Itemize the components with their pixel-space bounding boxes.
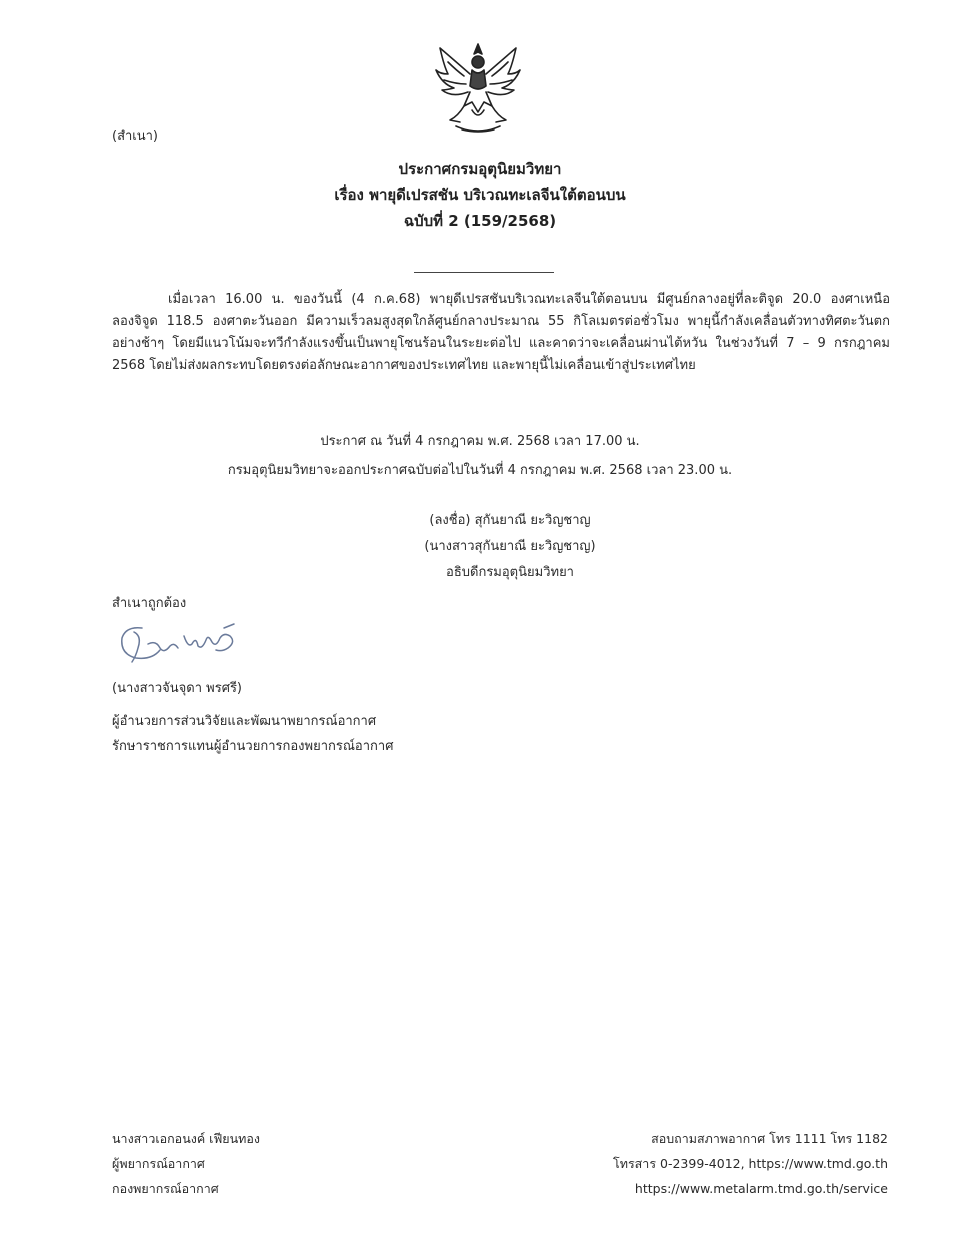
contact-phone: สอบถามสภาพอากาศ โทร 1111 โทร 1182	[651, 1131, 888, 1146]
certifier-block	[112, 676, 393, 759]
announcement-body: เมื่อเวลา 16.00 น. ของวันนี้ (4 ก.ค.68) พายุดีเปรสชันบริเวณทะเลจีนใต้ตอนบน มีศูนย์กลางอยู่ที่ละติจูด 20.0 องศาเหนือ ลองจิจูด 118.5 องศาตะวันออก มีความเร็วลมสูงสุดใกล้ศูนย์กลางประมาณ 55 กิโลเมตรต่อชั่วโมง พายุนี้กำลังเคลื่อนตัวทางทิศตะวันตกอย่างช้าๆ โดยมีแนวโน้มจะทวีกำลังแรงขึ้นเป็นพายุโซนร้อนในระยะต่อไป และคาดว่าจะเคลื่อนผ่านไต้หวัน ในช่วงวันที่ 7 – 9 กรกฎาคม 2568 โดยไม่ส่งผลกระทบโดยตรงต่อลักษณะอากาศของประเทศไทย และพายุนี้ไม่เคลื่อนเข้าสู่ประเทศไทย	[112, 292, 890, 373]
garuda-emblem-icon	[434, 40, 522, 136]
certified-copy-label: สำเนาถูกต้อง	[112, 596, 187, 611]
certifier-name: (นางสาวจันจุดา พรศรี)	[112, 681, 242, 696]
footer-forecaster	[112, 1126, 260, 1201]
announcement-title: ประกาศกรมอุตุนิยมวิทยา	[398, 160, 562, 178]
copy-mark: (สำเนา)	[112, 129, 159, 144]
announcement-subject: เรื่อง พายุดีเปรสชัน บริเวณทะเลจีนใต้ตอนบน	[334, 186, 626, 204]
footer-contact	[613, 1126, 888, 1201]
signer-position: อธิบดีกรมอุตุนิยมวิทยา	[446, 565, 574, 580]
issue-number: ฉบับที่ 2 (159/2568)	[403, 212, 557, 230]
forecaster-name: นางสาวเอกอนงค์ เฟียนทอง	[112, 1131, 261, 1146]
forecaster-title: ผู้พยากรณ์อากาศ	[112, 1156, 205, 1171]
forecaster-division: กองพยากรณ์อากาศ	[112, 1181, 219, 1196]
document-header	[0, 156, 960, 234]
contact-service-url: https://www.metalarm.tmd.go.th/service	[634, 1181, 888, 1196]
issue-info	[0, 427, 960, 485]
signer-signed: (ลงชื่อ) สุกันยาณี ยะวิญชาญ	[429, 513, 591, 528]
announced-at: ประกาศ ณ วันที่ 4 กรกฎาคม พ.ศ. 2568 เวลา 17.00 น.	[320, 434, 640, 449]
handwritten-signature-icon	[112, 614, 252, 672]
signer-name: (นางสาวสุกันยาณี ยะวิญชาญ)	[424, 539, 596, 554]
next-issue-notice: กรมอุตุนิยมวิทยาจะออกประกาศฉบับต่อไปในวันที่ 4 กรกฎาคม พ.ศ. 2568 เวลา 23.00 น.	[227, 463, 733, 478]
certifier-acting-position: รักษาราชการแทนผู้อำนวยการกองพยากรณ์อากาศ	[112, 739, 394, 754]
title-divider	[414, 272, 554, 273]
contact-fax-website: โทรสาร 0-2399-4012, https://www.tmd.go.th	[613, 1156, 888, 1171]
signer-block	[0, 508, 960, 586]
certifier-position: ผู้อำนวยการส่วนวิจัยและพัฒนาพยากรณ์อากาศ	[112, 714, 377, 729]
